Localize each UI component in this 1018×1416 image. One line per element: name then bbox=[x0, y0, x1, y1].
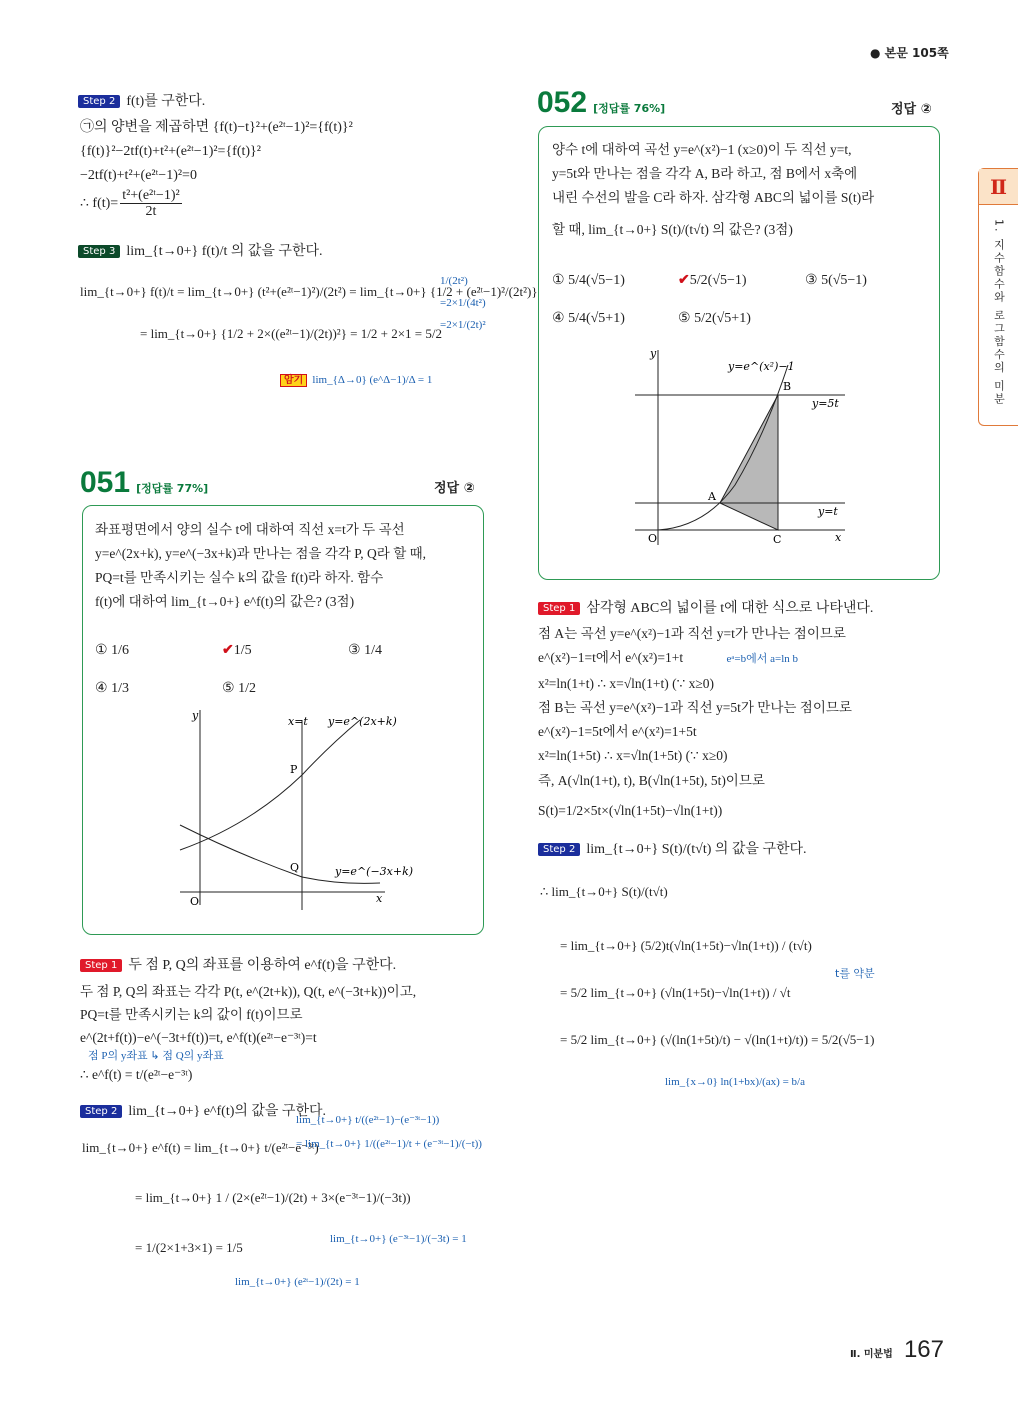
question-051-text bbox=[95, 518, 426, 614]
footer bbox=[850, 1336, 944, 1364]
text: ∴ e^f(t) = t/(e²ᵗ−e⁻³ᵗ) bbox=[80, 1067, 193, 1082]
text: 051 bbox=[80, 466, 131, 499]
text: 1/(2t²) bbox=[440, 275, 468, 287]
text: y=5t bbox=[812, 397, 839, 410]
text: 점 A는 곡선 y=e^(x²)−1과 직선 y=t가 만나는 점이므로 bbox=[538, 626, 846, 641]
q052-step1-body bbox=[538, 622, 852, 823]
note: t를 약분 bbox=[835, 967, 875, 980]
answer-label: 정답 ② bbox=[434, 481, 475, 496]
text: lim_{t→0+} t/((e²ᵗ−1)−(e⁻³ᵗ−1)) bbox=[296, 1114, 440, 1126]
q051-step2-heading bbox=[80, 1100, 326, 1120]
text: C bbox=[773, 533, 782, 546]
origin-label: O bbox=[190, 895, 200, 908]
choice-4[interactable] bbox=[95, 680, 129, 697]
text: Step 1 bbox=[80, 959, 122, 972]
choice-3[interactable] bbox=[348, 642, 382, 659]
text: 점 P의 y좌표 bbox=[88, 1050, 148, 1062]
text: =2×1/(4t²) bbox=[440, 297, 486, 309]
text: f(t)를 구한다. bbox=[126, 94, 206, 109]
graph-051 bbox=[170, 705, 414, 915]
choice-2-selected[interactable] bbox=[222, 642, 252, 659]
q052-step2-line: = 5/2 lim_{t→0+} (√(ln(1+5t)/t) − √(ln(1+t)/t)) = 5/2(√5−1) bbox=[560, 1032, 875, 1047]
text: e^(2t+f(t))−e^(−3t+f(t))=t, e^f(t)(e²ᵗ−e⁻³ᵗ)=t bbox=[80, 1030, 317, 1045]
choice-2-selected[interactable] bbox=[678, 272, 747, 289]
text: 좌표평면에서 양의 실수 t에 대하여 직선 x=t가 두 곡선 bbox=[95, 522, 405, 537]
text: 1/3 bbox=[111, 681, 129, 696]
text: [정답률 76%] bbox=[593, 102, 666, 115]
text: B bbox=[783, 380, 792, 393]
text: x²=ln(1+t) ∴ x=√ln(1+t) (∵ x≥0) bbox=[538, 675, 714, 691]
text: 1/5 bbox=[233, 643, 252, 658]
text: lim_{t→0+} f(t)/t 의 값을 구한다. bbox=[126, 244, 323, 259]
text: ④ bbox=[552, 311, 565, 326]
q051-step1-heading bbox=[80, 954, 396, 974]
text: ∴ f(t)= bbox=[80, 196, 119, 212]
step3-line: lim_{t→0+} f(t)/t = lim_{t→0+} (t²+(e²ᵗ−1)²)/(2t²) = lim_{t→0+} {1/2 + (e²ᵗ−1)²/(2t²)} bbox=[80, 284, 538, 299]
text: t²+(e²ᵗ−1)² bbox=[122, 188, 180, 203]
text: O bbox=[648, 532, 658, 545]
choice-1[interactable] bbox=[95, 642, 129, 659]
check-mark-icon: ✔ bbox=[222, 643, 234, 658]
text: ③ bbox=[805, 273, 818, 288]
text: 삼각형 ABC의 넓이를 t에 대한 식으로 나타낸다. bbox=[586, 601, 874, 616]
curve1-label: y=e^(2x+k) bbox=[328, 715, 397, 728]
question-051-header bbox=[80, 466, 208, 500]
text: 5/4(√5+1) bbox=[568, 311, 625, 326]
choice-5[interactable] bbox=[678, 310, 751, 327]
text: 052 bbox=[537, 86, 588, 119]
fraction bbox=[120, 188, 182, 220]
text: 1. 지수함수와 로그함수의 미분 bbox=[992, 219, 1006, 406]
text: y bbox=[650, 347, 657, 360]
q052-step2-line: = 5/2 lim_{t→0+} (√ln(1+5t)−√ln(1+t)) / √t bbox=[560, 985, 791, 1000]
text: 5/2(√5−1) bbox=[689, 273, 747, 288]
text: Step 1 bbox=[538, 602, 580, 615]
q051-step2-line: = 1/(2×1+3×1) = 1/5 bbox=[135, 1240, 243, 1255]
note: lim_{x→0} ln(1+bx)/(ax) = b/a bbox=[665, 1076, 805, 1088]
choice-5[interactable] bbox=[222, 680, 256, 697]
memo bbox=[280, 368, 432, 387]
text: 즉, A(√ln(1+t), t), B(√ln(1+5t), 5t)이므로 bbox=[538, 772, 765, 788]
q051-side-notes bbox=[296, 1108, 482, 1156]
step2-body bbox=[80, 116, 353, 220]
choice-4[interactable] bbox=[552, 310, 625, 327]
q052-step2-line: ∴ lim_{t→0+} S(t)/(t√t) bbox=[540, 884, 668, 899]
text: eᵃ=b에서 a=ln b bbox=[726, 653, 799, 666]
text: −2tf(t)+t²+(e²ᵗ−1)²=0 bbox=[80, 168, 197, 183]
text: lim_{t→0+} e^f(t)의 값을 구한다. bbox=[128, 1104, 327, 1119]
text: ④ bbox=[95, 681, 108, 696]
q051-step1-body: 두 점 P, Q의 좌표는 각각 P(t, e^(2t+k)), Q(t, e^(−3t+k))이고, PQ=t를 만족시키는 k의 값이 f(t)이므로 e^(2t+f(t))−e^(−3t+f(t))=t, e^f(t)(e²ᵗ−e⁻³ᵗ)=t 점 P의 y좌표 ↳ 점 Q의 y좌표 ∴ e^f(t) = t/(e²ᵗ−e⁻³ᵗ) bbox=[80, 980, 416, 1086]
text: S(t)=1/2×5t×(√ln(1+5t)−√ln(1+t)) bbox=[538, 803, 723, 819]
text: 1/2 bbox=[238, 681, 256, 696]
graph-052 bbox=[630, 345, 860, 550]
text: 2t bbox=[145, 204, 157, 220]
text: y=e^(2x+k), y=e^(−3x+k)과 만나는 점을 각각 P, Q라 할 때, bbox=[95, 546, 427, 561]
text: e^(x²)−1=5t에서 e^(x²)=1+5t bbox=[538, 724, 697, 740]
q052-step1-heading bbox=[538, 597, 873, 617]
text: {f(t)}²−2tf(t)+t²+(e²ᵗ−1)²={f(t)}² bbox=[80, 144, 261, 159]
text: x²=ln(1+5t) ∴ x=√ln(1+5t) (∵ x≥0) bbox=[538, 748, 728, 764]
text: y=e^(x²)−1 bbox=[728, 360, 795, 373]
curve2-label: y=e^(−3x+k) bbox=[335, 865, 414, 878]
text: Ⅱ. 미분법 bbox=[850, 1349, 893, 1360]
q052-step2-heading bbox=[538, 838, 807, 858]
text: A bbox=[708, 490, 716, 503]
text: ① bbox=[95, 643, 108, 658]
text: x bbox=[835, 531, 842, 544]
text: 5/2(√5+1) bbox=[694, 311, 751, 326]
step3-line: = lim_{t→0+} {1/2 + 2×((e²ᵗ−1)/(2t))²} = 1/2 + 2×1 = 5/2 bbox=[140, 326, 442, 341]
side-note bbox=[440, 270, 486, 336]
text: 암기 bbox=[280, 374, 307, 387]
q051-step2-line: lim_{t→0+} e^f(t) = lim_{t→0+} t/(e²ᵗ−e⁻³ᵗ) bbox=[82, 1140, 319, 1155]
q051-step2-line: = lim_{t→0+} 1 / (2×(e²ᵗ−1)/(2t) + 3×(e⁻³ᵗ−1)/(−3t)) bbox=[135, 1190, 411, 1205]
curve-p bbox=[180, 720, 360, 850]
choice-3[interactable] bbox=[805, 272, 867, 289]
question-052-text bbox=[552, 138, 874, 242]
check-mark-icon: ✔ bbox=[678, 273, 690, 288]
text: Step 2 bbox=[80, 1105, 122, 1118]
y-label: y bbox=[192, 709, 199, 722]
step2-heading bbox=[78, 90, 205, 110]
point-p-label: P bbox=[290, 763, 298, 776]
text: lim_{t→0+} S(t)/(t√t) 의 값을 구한다. bbox=[586, 842, 807, 857]
text: 본문 105쪽 bbox=[884, 46, 949, 60]
chapter-tab[interactable] bbox=[978, 168, 1018, 426]
step3-heading bbox=[78, 240, 323, 260]
text: ⑤ bbox=[678, 311, 691, 326]
text: 5/4(√5−1) bbox=[568, 273, 625, 288]
text: y=5t와 만나는 점을 각각 A, B라 하고, 점 B에서 x축에 bbox=[552, 166, 858, 181]
text: Step 2 bbox=[538, 843, 580, 856]
page-number: 167 bbox=[903, 1336, 944, 1363]
text: ① bbox=[552, 273, 565, 288]
note: lim_{t→0+} (e²ᵗ−1)/(2t) = 1 bbox=[235, 1276, 360, 1288]
text: PQ=t를 만족시키는 실수 k의 값을 f(t)라 하자. 함수 bbox=[95, 570, 384, 585]
text: = lim_{t→0+} 1/((e²ᵗ−1)/t + (e⁻³ᵗ−1)/(−t)) bbox=[296, 1138, 482, 1150]
q052-step2-line: = lim_{t→0+} (5/2)t(√ln(1+5t)−√ln(1+t)) / (t√t) bbox=[560, 938, 812, 953]
question-052-header bbox=[537, 86, 665, 120]
text: Step 3 bbox=[78, 245, 120, 258]
text: 1/4 bbox=[364, 643, 382, 658]
answer-label: 정답 ② bbox=[891, 102, 932, 117]
text: e^(x²)−1=t에서 e^(x²)=1+t bbox=[538, 650, 684, 666]
text: lim_{Δ→0} (e^Δ−1)/Δ = 1 bbox=[312, 374, 433, 386]
text: Ⅱ bbox=[979, 169, 1018, 205]
page-reference bbox=[870, 44, 949, 61]
text: =2×1/(2t)² bbox=[440, 319, 486, 331]
text: 두 점 P, Q의 좌표를 이용하여 e^f(t)을 구한다. bbox=[128, 958, 397, 973]
text: 5(√5−1) bbox=[821, 273, 867, 288]
text: ㉠의 양변을 제곱하면 {f(t)−t}²+(e²ᵗ−1)²={f(t)}² bbox=[80, 120, 353, 135]
text: Step 2 bbox=[78, 95, 120, 108]
text: [정답률 77%] bbox=[136, 482, 209, 495]
text: f(t)에 대하여 lim_{t→0+} e^f(t)의 값은? (3점) bbox=[95, 594, 355, 609]
text: 할 때, lim_{t→0+} S(t)/(t√t) 의 값은? (3점) bbox=[552, 222, 793, 237]
text: PQ=t를 만족시키는 k의 값이 f(t)이므로 bbox=[80, 1007, 303, 1022]
choice-1[interactable] bbox=[552, 272, 625, 289]
text: 두 점 P, Q의 좌표는 각각 P(t, e^(2t+k)), Q(t, e^(−3t+k))이고, bbox=[80, 984, 417, 999]
text: 점 Q의 y좌표 bbox=[162, 1050, 224, 1062]
text: 1/6 bbox=[111, 643, 129, 658]
text: 양수 t에 대하여 곡선 y=e^(x²)−1 (x≥0)이 두 직선 y=t, bbox=[552, 142, 852, 157]
text: ⑤ bbox=[222, 681, 235, 696]
circle-bullet-icon: ● bbox=[870, 46, 881, 60]
x-label: x bbox=[376, 892, 383, 905]
line-label: x=t bbox=[288, 715, 308, 728]
text: 점 B는 곡선 y=e^(x²)−1과 직선 y=5t가 만나는 점이므로 bbox=[538, 699, 852, 715]
text: ③ bbox=[348, 643, 361, 658]
text: y=t bbox=[818, 505, 838, 518]
point-q-label: Q bbox=[290, 861, 300, 874]
text: 내린 수선의 발을 C라 하자. 삼각형 ABC의 넓이를 S(t)라 bbox=[552, 190, 875, 205]
note: lim_{t→0+} (e⁻³ᵗ−1)/(−3t) = 1 bbox=[330, 1233, 467, 1245]
